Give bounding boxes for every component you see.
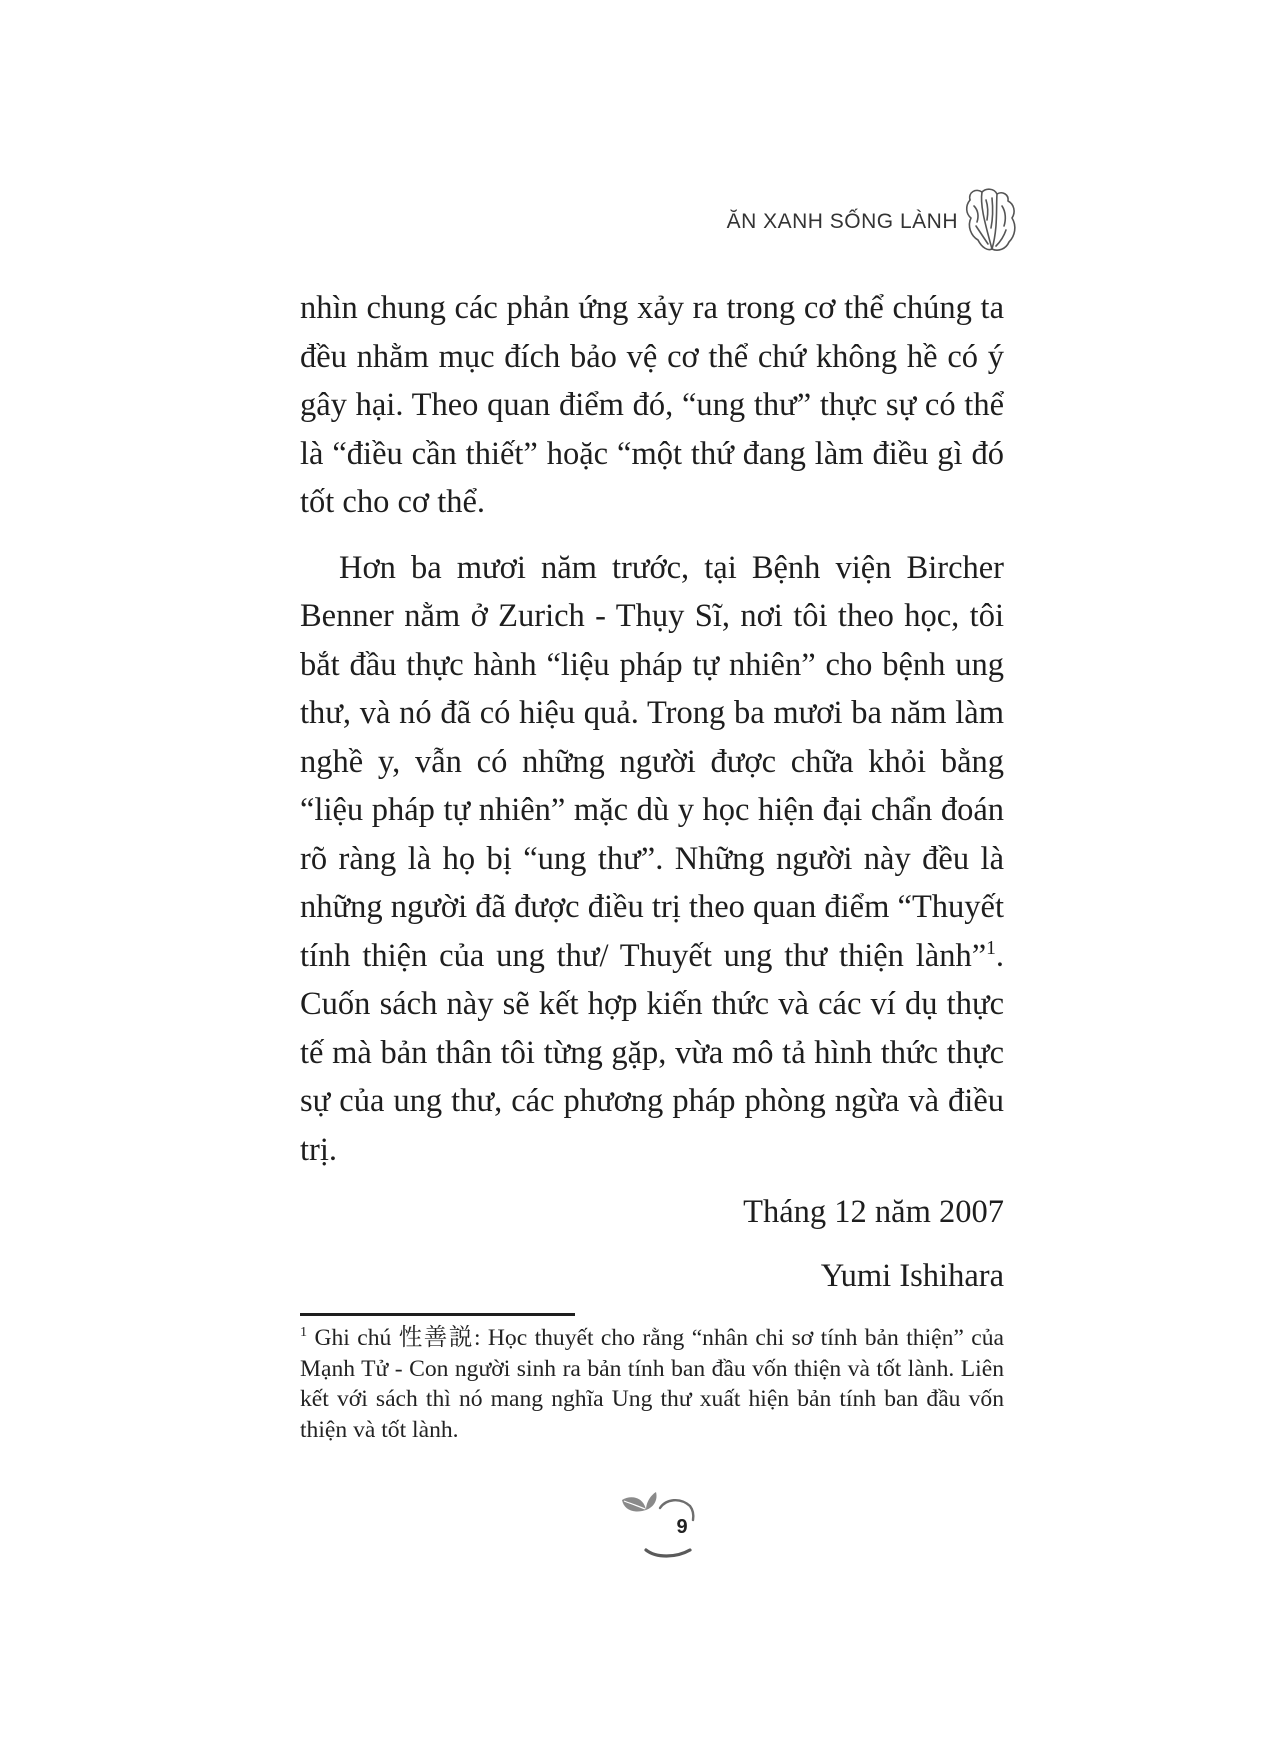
footnote-text: Ghi chú 性善説: Học thuyết cho rằng “nhân chi sơ tính bản thiện” của Mạnh Tử - Con người sinh ra bản tính ban đầu vốn thiện và tốt lành. Liên kết với sách thì nó mang nghĩa Ung thư xuất hiện bản tính ban đầu vốn thiện và tốt lành. [300,1325,1004,1443]
footnote-divider [300,1313,575,1316]
paragraph-2 [300,544,1004,1175]
running-header [600,186,1020,256]
page-footer [620,1492,720,1562]
author-name: Yumi Ishihara [820,1257,1004,1294]
footnote-marker: 1 [300,1324,308,1341]
body-text [300,284,1004,1300]
page-number: 9 [676,1516,688,1538]
header-title: ĂN XANH SỐNG LÀNH [726,210,958,233]
paragraph-2-rest: . Cuốn sách này sẽ kết hợp kiến thức và các ví dụ thực tế mà bản thân tôi từng gặp, vừa mô tả hình thức thực sự của ung thư, các phương pháp phòng ngừa và điều trị. [300,937,1004,1168]
paragraph-1: nhìn chung các phản ứng xảy ra trong cơ thể chúng ta đều nhằm mục đích bảo vệ cơ thể chứ không hề có ý gây hại. Theo quan điểm đó, “ung thư” thực sự có thể là “điều cần thiết” hoặc “một thứ đang làm điều gì đó tốt cho cơ thể. [300,290,1004,520]
footnote [300,1323,1004,1445]
paragraph-2-text: Hơn ba mươi năm trước, tại Bệnh viện Bircher Benner nằm ở Zurich - Thụy Sĩ, nơi tôi theo học, tôi bắt đầu thực hành “liệu pháp tự nhiên” cho bệnh ung thư, và nó đã có hiệu quả. Trong ba mươi ba năm làm nghề y, vẫn có những người được chữa khỏi bằng “liệu pháp tự nhiên” mặc dù y học hiện đại chẩn đoán rõ ràng là họ bị “ung thư”. Những người này đều là những người đã được điều trị theo quan điểm “Thuyết tính thiện của ung thư/ Thuyết ung thư thiện lành” [300,549,1004,974]
footnote-reference: 1 [986,937,996,959]
cabbage-icon [962,186,1020,254]
date-line: Tháng 12 năm 2007 [743,1194,1004,1230]
